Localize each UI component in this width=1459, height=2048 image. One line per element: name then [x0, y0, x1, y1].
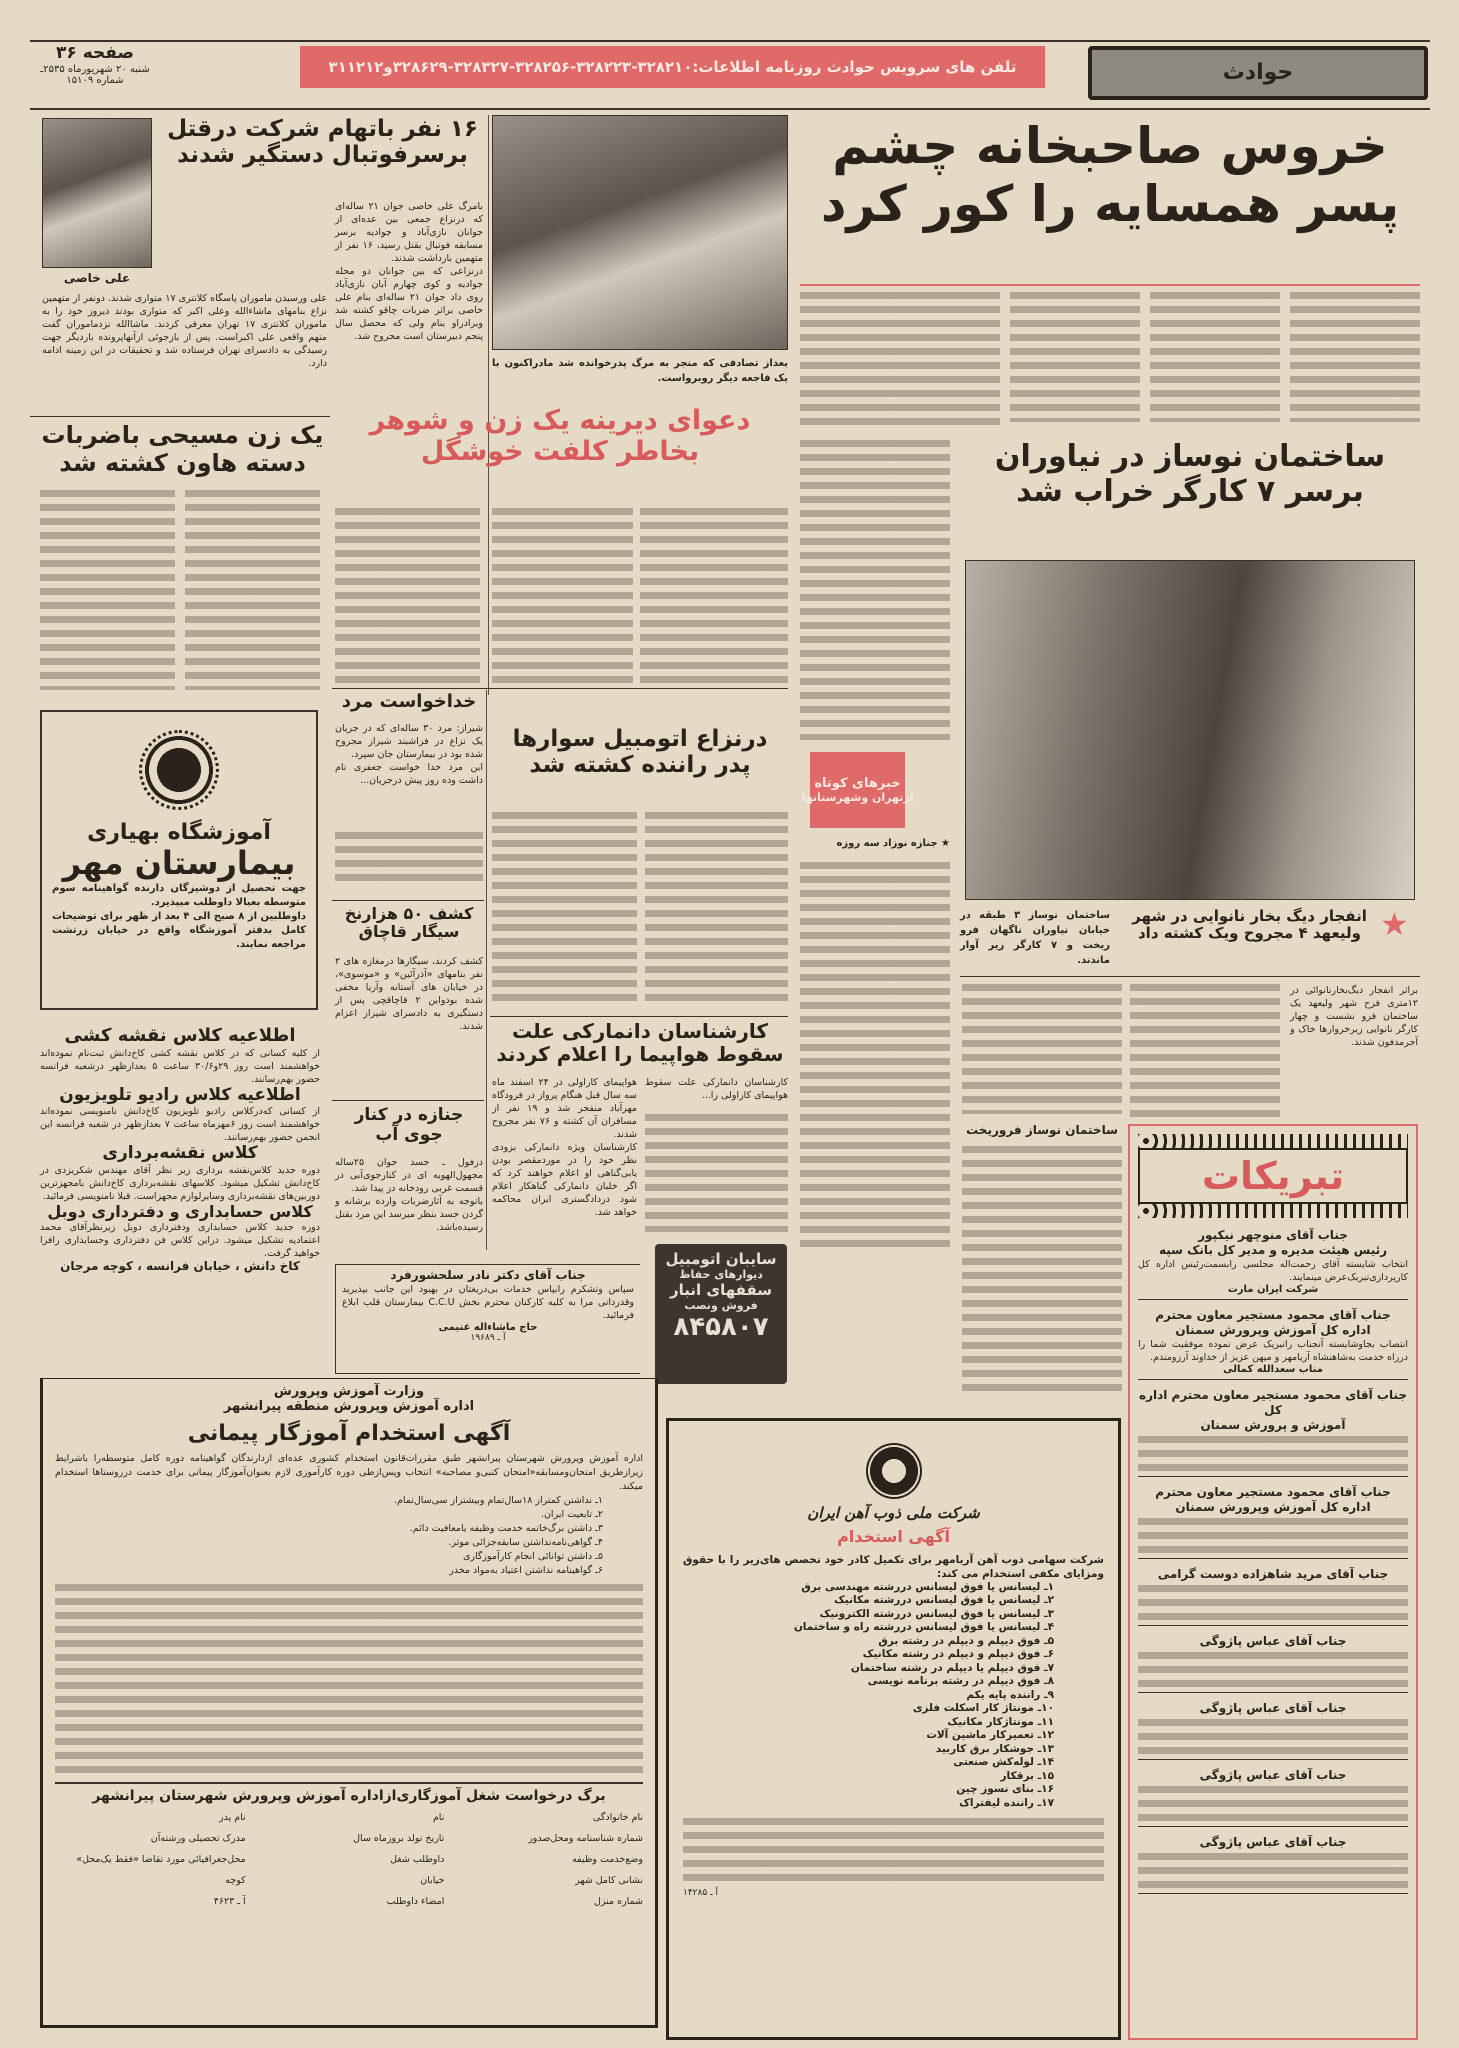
form-field-label: نشانی کامل شهر	[575, 1875, 643, 1887]
main-story-column	[800, 292, 1000, 432]
paragraph: بامرگ علی خاصی جوان ۲۱ ساله‌ای که درنزاع جمعی بین عده‌ای از جوانان نازی‌آباد و جوادیه برسر مسابقه فوتبال بقتل رسید، ۱۶ نفر از متهمین بازداشت شدند.	[335, 201, 483, 264]
funeral-headline-line2: جوی آب	[375, 1124, 443, 1145]
paragraph: درنزاعی که بین جوانان دو محله جوادیه و کوی چهارم آبان نازی‌آباد روی داد جوان ۲۱ ساله‌ای بنام علی خاصی براثر ضربات چاقو کشته شد وبرادراو بنام ولی که محصل سال پنجم دبیرستان است مجروح شد.	[335, 266, 484, 342]
ad-line: دیوارهای حفاظ	[679, 1268, 763, 1281]
thanks-title: جناب آقای دکتر نادر سلحشورفرد	[390, 1268, 586, 1282]
explosion-column	[1130, 984, 1280, 1119]
class-title: اطلاعیه کلاس نقشه کشی	[64, 1025, 296, 1046]
quarrel-headline-line2: بخاطر کلفت خوشگل	[420, 436, 700, 468]
congratulation-entry	[1138, 1630, 1408, 1693]
ad-footer-text	[683, 1818, 1104, 1888]
page-info	[30, 44, 160, 86]
football-column-2	[42, 292, 327, 370]
header-rule-bottom	[30, 108, 1430, 110]
niavaran-subheading: ساختمان نوساز فروریخت	[966, 1123, 1118, 1137]
football-headline-line2: برسرفوتبال دستگیر شدند	[177, 142, 468, 169]
entry-heading: آموزش و پرورش سمنان	[1200, 1418, 1346, 1432]
car-headline-line2: پدر راننده کشته شد	[529, 752, 751, 779]
car-column	[492, 812, 637, 1008]
quarrel-column	[492, 508, 633, 688]
short-news-title: خبرهای کوتاه	[814, 776, 901, 791]
congratulations-section	[1128, 1124, 1418, 2040]
position-item: ۳ـ لیسانس یا فوق لیسانس دررشته الکترونیک	[819, 1607, 1054, 1620]
entry-body-text	[1138, 1652, 1408, 1688]
football-headline-line1: ۱۶ نفر باتهام شرکت درقتل	[167, 116, 478, 142]
condition-item: ۲ـ تابعیت ایران.	[540, 1509, 603, 1521]
short-news-column	[800, 862, 950, 1248]
position-item: ۱۴ـ لوله‌کش صنعتی	[953, 1756, 1054, 1769]
condition-item: ۳ـ داشتن برگ‌خاتمه خدمت وظیفه یامعافیت دائم.	[409, 1523, 603, 1535]
class-body: دوره جدید کلاس حسابداری ودفترداری دوبل زیرنظرآقای محمد اعتمادیه تشکیل میشود. دراین کلاس فن دفترداری وحسابداری رافرا خواهید گرفت.	[40, 1222, 320, 1260]
form-field-label: آ ـ ۴۶۲۳	[213, 1896, 246, 1908]
short-news-subtitle: ازتهران وشهرستانها	[801, 791, 914, 804]
position-item: ۱۶ـ بنای نسوز چین	[956, 1783, 1054, 1796]
divider	[30, 416, 330, 417]
entry-heading: جناب آقای عباس پاژوگی	[1199, 1768, 1347, 1782]
condition-item: ۱ـ نداشتن کمتراز ۱۸سال‌تمام وبیشتراز سی‌سال‌تمام.	[393, 1495, 603, 1507]
danish-headline-line2: سقوط هواپیما را اعلام کردند	[496, 1042, 784, 1066]
entry-heading: اداره کل آموزش وپرورش سمنان	[1175, 1323, 1371, 1337]
cigarette-headline-line2: سیگار قاچاق	[358, 922, 460, 942]
application-form	[55, 1812, 643, 1907]
main-story-column	[1010, 292, 1140, 422]
position-item: ۲ـ لیسانس یا فوق لیسانس دررشته مکانیک	[834, 1594, 1054, 1607]
company-name: شرکت ملی ذوب آهن ایران	[807, 1504, 980, 1522]
funeral-headline-line1: جنازه در کنار	[354, 1105, 464, 1125]
danish-column	[645, 1114, 788, 1232]
entry-signature: شرکت ایران مارت	[1227, 1284, 1319, 1295]
class-notices	[40, 1026, 320, 1274]
position-item: ۱۱ـ مونتاژکار مکانیک	[947, 1715, 1054, 1728]
position-item: ۱ـ لیسانس یا فوق لیسانس دررشته مهندسی برق	[801, 1580, 1054, 1593]
ad-title: آگهی استخدام	[837, 1527, 950, 1547]
football-column-1	[335, 200, 483, 343]
entry-body-text	[1138, 1853, 1408, 1889]
column-divider	[486, 690, 487, 1250]
danish-headline-line1: کارشناسان دانمارکی علت	[511, 1019, 769, 1043]
niavaran-headline-line1: ساختمان نوساز در نیاوران	[994, 439, 1386, 474]
quarrel-column	[640, 508, 788, 688]
main-story-column	[1150, 292, 1280, 422]
danish-headline	[492, 1020, 788, 1066]
positions-list	[683, 1581, 1104, 1811]
ad-intro: اداره آموزش وپرورش شهرستان پیرانشهر طبق مقررات‌قانون استخدام کشوری عده‌ای ازدارندگان گواهینامه دوره کامل متوسطه‌را باشرایط زیرازطریق امتحان‌ومسابقه«امتحان کتبی‌و مصاحبه» انتخاب وپس‌ازطی دوره کارآموزی لازم بعنوان‌آموزگار پیمانی برای خدمت درروستاها استخدام میکند.	[55, 1453, 643, 1493]
mehr-subtitle: بیمارستان مهر	[62, 844, 296, 883]
cigarette-headline-line1: کشف ۵۰ هزارنخ	[344, 904, 474, 923]
entry-heading: جناب آقای محمود مستجیر معاون محترم اداره کل	[1138, 1388, 1408, 1417]
class-body: از کسانی که‌درکلاس رادیو تلویزیون کاخ‌دانش نامنویسی نموده‌اند خواهشمند است روز ۶مهرماه ساعت ۷ بعدازظهر در شعبه فرانسه این انجمن حضور بهم‌رسانند.	[40, 1106, 321, 1144]
entry-heading: رئیس هیئت مدیره و مدیر کل بانک سپه	[1158, 1243, 1388, 1257]
niavaran-caption: ساختمان نوساز ۳ طبقه در خیابان نیاوران ناگهان فرو ریخت و ۷ کارگر زیر آوار ماندند.	[960, 910, 1111, 966]
car-headline	[492, 726, 788, 779]
divider	[332, 1100, 484, 1101]
ad-line: سایبان اتومبیل	[665, 1250, 777, 1268]
congratulation-entry	[1138, 1224, 1408, 1300]
entry-body-text	[1138, 1436, 1408, 1472]
mehr-title: آموزشگاه بهیاری	[87, 820, 271, 845]
main-headline-rule	[800, 284, 1420, 286]
ornament-border	[1138, 1204, 1408, 1218]
entry-heading: جناب آقای محمود مستجیر معاون محترم	[1155, 1308, 1391, 1322]
congratulation-entry	[1138, 1764, 1408, 1827]
danish-body: کارشناسان دانمارکی علت سقوط هواپیمای کاراولی را...	[645, 1077, 788, 1101]
paragraph: علی ورسیدن ماموران پاسگاه کلانتری ۱۷ متواری شدند. دونفر از متهمین نزاع بنامهای ماشاءالله وعلی اکبر که متواری بودند دیروز خود را به ماموران کلانتری ۱۷ تهران معرفی کردند. ماشاالله نزدماموران گفت متهم واقعی علی اکبراست. پس از بازجوئی ازآنهاپرونده باردیگر جهت رسیدگی به دادسرای تهران فرستاده شد و تحقیقات در این زمینه ادامه دارد.	[42, 293, 327, 369]
christian-headline	[40, 422, 325, 477]
football-headline	[160, 116, 485, 169]
entry-body-text	[1138, 1719, 1408, 1755]
position-item: ۸ـ فوق دیپلم در رشته برنامه نویسی	[867, 1675, 1054, 1688]
ornament-border	[1138, 1134, 1408, 1148]
congratulation-entry	[1138, 1481, 1408, 1559]
entry-heading: جناب آقای مرید شاهزاده دوست گرامی	[1157, 1567, 1389, 1581]
divider	[332, 900, 484, 901]
office-name: اداره آموزش وپرورش منطقه پیرانشهر	[223, 1398, 475, 1414]
school-emblem-icon	[139, 730, 219, 810]
main-headline-line2: پسر همسایه را کور کرد	[820, 174, 1400, 233]
page-number: صفحه ۳۶	[56, 43, 134, 63]
phones-text: تلفن های سرویس حوادث روزنامه اطلاعات:۳۲۸۲۱۰-۳۲۸۲۲۳-۳۲۸۲۵۶-۳۲۸۳۲۷-۳۲۸۶۲۹و۳۱۱۲۱۲	[328, 58, 1017, 76]
khoda-headline: خداخواست مرد	[341, 691, 477, 712]
portrait-photo	[42, 118, 152, 268]
position-item: ۵ـ فوق دیپلم و دیپلم در رشته برق	[878, 1634, 1054, 1647]
main-headline	[800, 118, 1420, 233]
explosion-body: براثر انفجار دیگ‌بخارنانوائی در ۱۲متری فرح شهر ولیعهد یک ساختمان فرو نشست و چهار کارگر نانوایی زیرخروارها خاک و آجرمدفون شدند.	[1290, 985, 1418, 1048]
quarrel-headline-line1: دعوای دیرینه یک زن و شوهر	[369, 405, 751, 436]
teacher-hiring-ad	[40, 1378, 658, 2028]
class-body: از کلیه کسانی که در کلاس نقشه کشی کاخ‌دانش ثبت‌نام نموده‌اند خواهشمند است روز ۲۹و۳۰/۶ ساعت ۵ بعدازظهر درشعبه فرانسه حضور بهم‌رسانند.	[40, 1047, 321, 1085]
conditions-list	[55, 1494, 643, 1578]
section-label	[1088, 46, 1428, 100]
funeral-headline	[335, 1106, 483, 1145]
hospital-photo	[492, 115, 788, 350]
entry-body: انتخاب شایسته آقای رحمت‌اله مجلسی رابسمت‌رئیس اداره کل کارپردازی‌تبریک‌عرض مینمایند.	[1138, 1259, 1408, 1283]
paragraph: شیراز: مرد ۳۰ ساله‌ای که در جریان یک نزاع در فراشبند شیراز مجروح شده بود در بیمارستان جان سپرد.	[335, 723, 483, 760]
phones-banner	[300, 46, 1045, 88]
ministry-name: وزارت آموزش وپرورش	[273, 1384, 425, 1399]
ad-code: آ ـ ۱۴۲۸۵	[683, 1888, 719, 1899]
entry-heading: جناب آقای منوچهر نیکپور	[1198, 1228, 1348, 1242]
position-item: ۱۷ـ راننده لیفتراک	[959, 1796, 1054, 1809]
mehr-hospital-ad	[40, 710, 318, 1010]
position-item: ۱۵ـ برقکار	[1000, 1769, 1054, 1782]
car-headline-line1: درنزاع اتومبیل سوارها	[512, 726, 768, 752]
position-item: ۷ـ فوق دیپلم یا دیپلم در رشته ساختمان	[850, 1661, 1054, 1674]
ad-phone: ۸۴۵۸۰۷	[673, 1312, 769, 1342]
christian-headline-line2: دسته هاون کشته شد	[59, 448, 306, 477]
form-field-label: تاریخ تولد بروزماه سال	[353, 1833, 445, 1845]
explosion-headline-line2: ولیعهد ۴ مجروح ویک کشته داد	[1137, 924, 1361, 943]
khoda-column	[335, 832, 483, 888]
position-item: ۱۰ـ مونتاژ کار اسکلت فلزی	[912, 1702, 1054, 1715]
congratulation-entry	[1138, 1384, 1408, 1477]
steel-hiring-ad	[666, 1418, 1121, 2040]
danish-body-2	[492, 1076, 637, 1219]
paragraph: باتوجه به آثارضربات وارده برشانه و گردن جسد بنظر میرسد این مرد بقتل رسیده‌باشد.	[335, 1196, 483, 1233]
position-item: ۹ـ راننده پایه یکم	[966, 1688, 1054, 1701]
explosion-headline	[1122, 908, 1377, 943]
form-field-label: کوچه	[225, 1875, 246, 1887]
form-field-label: محل‌جغرافیائی مورد تقاضا «فقط یک‌محل»	[76, 1854, 246, 1866]
car-column	[645, 812, 788, 1008]
thanks-signature: حاج ماشاءاله غنیمی	[438, 1321, 538, 1333]
christian-column	[185, 490, 320, 690]
tabrikat-banner	[1138, 1148, 1408, 1204]
paragraph: دزفول ـ جسد جوان ۲۵ساله مجهول‌الهویه ای در کنارجوی‌آبی در قسمت غربی رودخانه دز پیدا شد.	[335, 1157, 483, 1194]
entry-body-text	[1138, 1786, 1408, 1822]
main-headline-line1: خروس صاحبخانه چشم	[832, 117, 1388, 175]
issue-date: شنبه ۲۰ شهریورماه ۲۵۳۵ـ	[40, 63, 150, 75]
collapsed-building-photo	[965, 560, 1415, 900]
funeral-body	[335, 1156, 483, 1234]
short-news-item-title: جنازه نوزاد سه روزه	[836, 838, 938, 849]
condition-item: ۶ـ گواهینامه نداشتن اعتیاد به‌مواد مخدر	[449, 1565, 603, 1577]
issue-number: شماره ۱۵۱۰۹	[66, 74, 124, 86]
company-logo-icon	[866, 1443, 922, 1499]
ad-code: آ ـ ۱۹۶۸۹	[470, 1333, 506, 1344]
thanks-body: سپاس وتشکرم رابپاس خدمات بی‌دریغتان در بهبود این جانب بپذیرید وقدردانی مرا به کلیه کارکنان محترم بخش C.C.U بیمارستان قلب ابلاغ فرمائید.	[342, 1283, 634, 1321]
entry-heading: جناب آقای محمود مستجیر معاون محترم	[1155, 1485, 1391, 1499]
entry-body: انتصاب بجاوشایسته آنجناب راتبریک عرض نموده موفقیت شما را درراه خدمت به‌شاهنشاه آریامهر و میهن عزیز از خداوند آرزومندم.	[1138, 1339, 1408, 1363]
paragraph: هواپیمای کاراولی در ۲۴ اسفند ماه سه سال قبل هنگام پرواز در فرودگاه مهرآباد منفجر شد و ۱۹ نفر از مسافران آن کشته و ۷۶ نفر مجروح شدند.	[492, 1077, 637, 1140]
condition-item: ۵ـ داشتن توانائی انجام کارآموزگاری	[462, 1551, 603, 1563]
niavaran-headline-line2: برسر ۷ کارگر خراب شد	[1016, 473, 1364, 509]
khoda-body	[335, 722, 483, 787]
congratulation-entry	[1138, 1697, 1408, 1760]
form-field-label: نام خانوادگی	[592, 1812, 643, 1824]
christian-headline-line1: یک زن مسیحی باضربات	[41, 421, 324, 449]
congratulation-entry	[1138, 1563, 1408, 1626]
quarrel-headline	[332, 405, 788, 467]
main-story-column	[1290, 292, 1420, 422]
position-item: ۶ـ فوق دیپلم و دیپلم در رشته مکانیک	[862, 1648, 1054, 1661]
position-item: ۴ـ لیسانس یا فوق لیسانس دررشته راه و ساختمان	[793, 1621, 1054, 1634]
form-field-label: وضع‌خدمت وظیفه	[572, 1854, 643, 1866]
entry-heading: جناب آقای عباس پاژوگی	[1199, 1835, 1347, 1849]
ad-body-text	[55, 1584, 643, 1774]
christian-column	[40, 490, 175, 690]
divider	[490, 1016, 788, 1017]
mehr-body: جهت تحصیل از دوشیزگان دارنده گواهینامه سوم متوسطه بعبالا داوطلب میپذیرد.	[52, 883, 306, 909]
star-icon: ★	[1380, 905, 1409, 943]
paragraph: این مرد خدا خواست جعفری نام داشت وده روز پیش درجریان...	[335, 762, 483, 786]
form-field-label: نام	[432, 1812, 445, 1824]
form-field-label: داوطلب شغل	[390, 1854, 445, 1866]
explosion-column	[962, 984, 1122, 1114]
class-title: اطلاعیه کلاس رادیو تلویزیون	[59, 1084, 301, 1105]
class-title: کلاس حسابداری و دفترداری دوبل	[47, 1201, 313, 1221]
mehr-body: داوطلبین از ۸ صبح الی ۴ بعد از ظهر برای توضیحات کامل بدفتر آموزشگاه واقع در خیابان زرتشت مراجعه نمایند.	[52, 911, 306, 951]
form-field-label: شماره منزل	[593, 1896, 643, 1908]
section-title: حوادث	[1222, 60, 1294, 86]
entry-body-text	[1138, 1585, 1408, 1621]
entry-heading: جناب آقای عباس پاژوگی	[1199, 1701, 1347, 1715]
tabrikat-list	[1138, 1224, 1408, 1894]
short-news-banner	[801, 752, 914, 828]
ad-title: آگهی استخدام آموزگار پیمانی	[187, 1420, 511, 1446]
entry-body-text	[1138, 1518, 1408, 1554]
congratulation-entry	[1138, 1831, 1408, 1894]
ad-line: سقفهای انبار	[669, 1281, 772, 1299]
main-story-continued	[800, 440, 950, 740]
paragraph: کارشناسان ویژه دانمارکی بزودی نظر خود را در موردمقصر بودن یابی‌گناهی او اعلام خواهند کرد که اگر خلبان دانمارکی گناهکار اعلام شود دردادگستری ایران محاکمه خواهد شد.	[492, 1142, 637, 1218]
niavaran-column	[962, 1146, 1122, 1396]
form-field-label: نام پدر	[219, 1812, 246, 1824]
class-title: کلاس نقشه‌برداری	[102, 1143, 258, 1164]
form-field-label: مدرک تحصیلی ورشته‌آن	[150, 1833, 246, 1845]
position-item: ۱۳ـ جوشکار برق کاربید	[935, 1742, 1054, 1755]
explosion-headline-line1: انفجار دیگ بخار نانوایی در شهر	[1132, 907, 1367, 925]
thanks-notice	[335, 1264, 640, 1374]
portrait-caption: علی خاصی	[63, 271, 131, 285]
condition-item: ۴ـ گواهی‌نامه‌نداشتن سابقه‌جزائی موثر.	[448, 1537, 603, 1549]
tabrikat-title: تبریکات	[1201, 1154, 1345, 1198]
form-field-label: خیابان	[420, 1875, 445, 1887]
niavaran-headline	[960, 440, 1420, 509]
class-body: دوره جدید کلاس‌نقشه برداری زیر نظر آقای مهندس شکریزدی در کاخ‌دانش تشکیل میشود. کلاسهای نقشه‌برداری کاخ‌دانش بامجهزترین دوربین‌های نقشه‌برداری وسایرلوازم مجهزاست. قبلا نامنویسی فرمائید.	[40, 1164, 320, 1202]
header-rule-top	[30, 40, 1430, 42]
divider	[960, 976, 1420, 977]
quarrel-column	[335, 508, 480, 683]
position-item: ۱۲ـ تعمیرکار ماشین آلات	[926, 1729, 1054, 1742]
divider	[55, 1782, 643, 1784]
congratulation-entry	[1138, 1304, 1408, 1380]
entry-heading: اداره کل آموزش وپرورش سمنان	[1175, 1500, 1371, 1514]
form-field-label: شماره شناسنامه ومحل‌صدور	[528, 1833, 643, 1845]
photo-caption: بعداز تصادفی که منجر به مرگ پدرخوانده شد مادراکنون با یک فاجعه دیگر روبرواست.	[492, 358, 788, 384]
sayeban-ad	[655, 1244, 787, 1384]
form-field-label: امضاء داوطلب	[386, 1896, 445, 1908]
divider	[332, 688, 788, 689]
ad-line: فروش ونصب	[684, 1299, 758, 1312]
entry-signature: مناب سعدالله کمالی	[1223, 1364, 1323, 1375]
cigarette-body: کشف کردند، سیگارها درمغازه های ۲ نفر بنامهای «آذرآئین» و «موسوی»، در خیابان های آستانه وآریا مخفی شده بودواین ۲ قاچاقچی پس از دستگیری به دادسرای شیراز اعزام شدند.	[335, 956, 483, 1032]
form-title: برگ درخواست شغل آموزگاری‌ازاداره آموزش وپرورش شهرستان پیرانشهر	[92, 1788, 606, 1805]
short-news-item: ★ جنازه نوزاد سه روزه	[836, 838, 950, 849]
ad-intro: شرکت سهامی ذوب آهن آریامهر برای تکمیل کادر خود تخصص های‌زیر را با حقوق ومزایای مکفی استخدام می کند:	[683, 1553, 1104, 1580]
entry-heading: جناب آقای عباس پاژوگی	[1199, 1634, 1347, 1648]
class-footer: کاخ دانش ، خیابان فرانسه ، کوچه مرجان	[60, 1259, 300, 1274]
cigarette-headline	[335, 905, 483, 942]
